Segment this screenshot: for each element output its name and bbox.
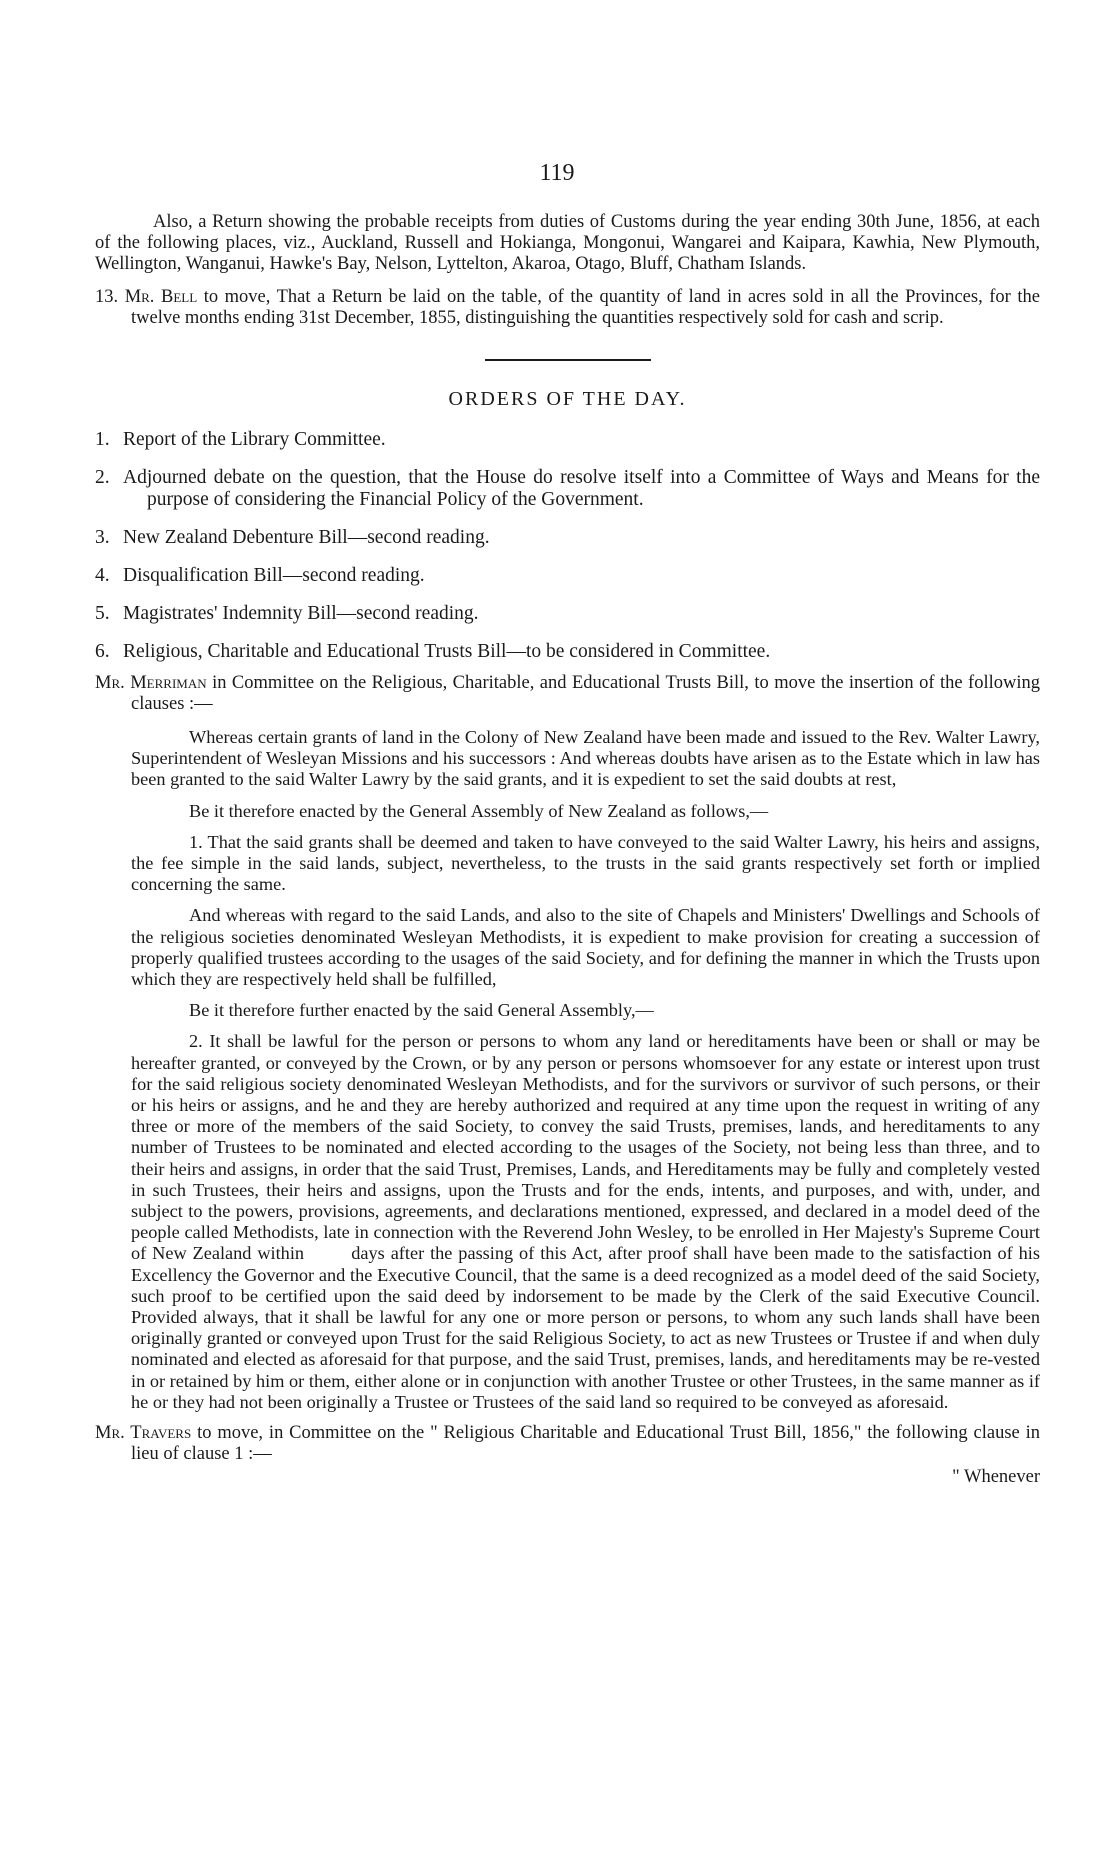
motion-member: Mr. Travers xyxy=(95,1423,192,1444)
order-number: 1. xyxy=(95,429,110,450)
order-number: 3. xyxy=(95,527,110,548)
clause-paragraph: Be it therefore enacted by the General Assembly of New Zealand as follows,— xyxy=(189,800,769,821)
motion-text: to move, That a Return be laid on the table, of the quantity of land in acres sold in all the Provinces, for the twelve months ending 31st December, 1855, distinguishing the quantities respectively sold for cash and scrip. xyxy=(131,287,1040,328)
order-text: Magistrates' Indemnity Bill—second reading. xyxy=(123,603,479,624)
merriman-motion xyxy=(95,673,1040,715)
order-number: 6. xyxy=(95,641,110,662)
motion-text: to move, in Committee on the " Religious Charitable and Educational Trust Bill, 1856," the following clause in lieu of clause 1 :— xyxy=(131,1423,1041,1465)
motion-text: in Committee on the Religious, Charitable, and Educational Trusts Bill, to move the insertion of the following clauses :— xyxy=(131,673,1040,714)
travers-motion xyxy=(95,1423,1040,1465)
clause-paragraph: And whereas with regard to the said Lands, and also to the site of Chapels and Ministers' Dwellings and Schools of the religious societies denominated Wesleyan Methodists, it is expedient to make provision for creating a succession of properly qualified trustees according to the usages of the said Society, and for defining the manner in which the Trusts upon which they are respectively held shall be fulfilled, xyxy=(131,905,1040,990)
order-text: Adjourned debate on the question, that the House do resolve itself into a Committee of Ways and Means for the purpose of considering the Financial Policy of the Government. xyxy=(123,467,1040,510)
page-body xyxy=(95,212,1045,1488)
clause-paragraph: Be it therefore further enacted by the said General Assembly,— xyxy=(189,1000,654,1021)
customs-return-motion: Also, a Return showing the probable receipts from duties of Customs during the year ending 30th June, 1856, at each of the following places, viz., Auckland, Russell and Hokianga, Mongonui, Wangarei and Kaipara, Kawhia, New Plymouth, Wellington, Wanganui, Hawke's Bay, Nelson, Lyttelton, Akaroa, Otago, Bluff, Chatham Islands. xyxy=(95,212,1040,274)
order-item xyxy=(95,641,1040,663)
order-item xyxy=(95,603,1040,625)
catchword: " Whenever xyxy=(952,1467,1040,1488)
page-number: 119 xyxy=(539,160,575,186)
motion-member: Mr. Merriman xyxy=(95,673,207,693)
order-item xyxy=(95,565,1040,587)
order-text: Report of the Library Committee. xyxy=(123,429,386,450)
order-item xyxy=(95,429,1040,451)
proposed-clauses xyxy=(131,727,1045,1413)
order-text: Disqualification Bill—second reading. xyxy=(123,565,425,586)
motion-number: 13. xyxy=(95,287,119,307)
order-number: 4. xyxy=(95,565,110,586)
section-divider xyxy=(485,359,651,361)
order-item xyxy=(95,467,1040,511)
order-item xyxy=(95,527,1040,549)
order-number: 5. xyxy=(95,603,110,624)
clause-paragraph: Whereas certain grants of land in the Colony of New Zealand have been made and issued to the Rev. Walter Lawry, Superintendent of Wesleyan Missions and his successors : And whereas doubts have arisen as to the Estate which in law has been granted to the said Walter Lawry by the said grants, and it is expedient to set the said doubts at rest, xyxy=(131,727,1040,790)
motion-member: Mr. Bell xyxy=(124,287,198,307)
order-text: New Zealand Debenture Bill—second reading. xyxy=(123,527,490,548)
clause-paragraph: 2. It shall be lawful for the person or persons to whom any land or hereditaments have been or shall or may be hereafter granted, or conveyed by the Crown, or by any person or persons whomsoever for any estate or interest upon trust for the said religious society denominated Wesleyan Methodists, and for the survivors or survivor of such persons, or their or his heirs or assigns, and he and they are hereby authorized and required at any time upon the request in writing of any three or more of the members of the said Society, to convey the said Trusts, premises, lands, and hereditaments to any number of Trustees to be nominated and elected according to the usages of the Society, not being less than three, and to their heirs and assigns, in order that the said Trust, Premises, Lands, and Hereditaments may be fully and completely vested in such Trustees, their heirs and assigns, upon the Trusts and for the ends, intents, and purposes, and with, under, and subject to the powers, provisions, agreements, and declarations mentioned, expressed, and declared in a model deed of the people called Methodists, late in connection with the Reverend John Wesley, to be enrolled in Her Majesty's Supreme Court of New Zealand within days after the passing of this Act, after proof shall have been made to the satisfaction of his Excellency the Governor and the Executive Council, that the same is a deed recognized as a model deed of the said Society, such proof to be certified upon the said deed by indorsement to be made by the Clerk of the said Executive Council. Provided always, that it shall be lawful for any one or more person or persons, to whom any such lands shall have been originally granted or conveyed upon Trust for the said Religious Society, to act as new Trustees or Trustee if and when duly nominated and elected as aforesaid for that purpose, and the said Trust, premises, lands, and hereditaments may be re-vested in or retained by him or them, either alone or in conjunction with another Trustee or other Trustees, in the same manner as if he or they had not been originally a Trustee or Trustees of the said land so required to be conveyed as aforesaid. xyxy=(131,1031,1045,1412)
order-text: Religious, Charitable and Educational Trusts Bill—to be considered in Committee. xyxy=(123,641,771,662)
orders-heading: ORDERS OF THE DAY. xyxy=(448,388,687,410)
clause-paragraph: 1. That the said grants shall be deemed and taken to have conveyed to the said Walter Lawry, his heirs and assigns, the fee simple in the said lands, subject, nevertheless, to the trusts in the said grants respectively set forth or implied concerning the same. xyxy=(131,831,1040,895)
order-number: 2. xyxy=(95,467,110,488)
motion-13 xyxy=(95,287,1040,329)
